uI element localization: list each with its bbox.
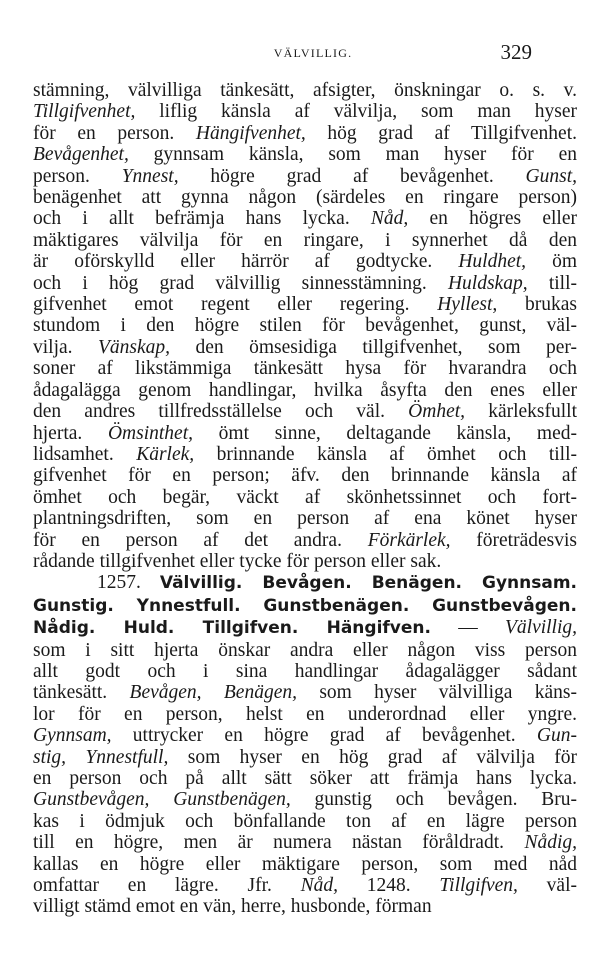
italic-term: Hyllest, (437, 294, 498, 316)
italic-term: Kärlek, (136, 443, 195, 465)
text-line (33, 896, 577, 917)
text-line (33, 401, 577, 422)
text-run: 1248. (338, 875, 440, 897)
text-run: soner af likstämmiga tänkesätt hysa för hvarandra och (33, 358, 577, 380)
italic-term: Nådig, (524, 832, 577, 854)
headword: Välvillig. Bevågen. Benägen. Gynnsam. (159, 573, 578, 594)
text-run: — (430, 617, 505, 639)
text-line (33, 551, 577, 572)
body-text (33, 80, 577, 918)
text-line (33, 725, 577, 746)
text-run: liflig känsla af välvilja, som man hyser (135, 101, 577, 123)
text-run: den ömsesidiga tillgifvenhet, som per- (170, 336, 577, 358)
italic-term: stig, Ynnestfull, (33, 746, 169, 768)
text-line (33, 854, 577, 875)
italic-term: Förkärlek, (367, 529, 451, 551)
text-run: omfattar en lägre. Jfr. (33, 875, 301, 897)
text-run: och i allt befrämja hans lycka. (33, 208, 371, 230)
text-line (33, 208, 577, 229)
text-run: högre grad af bevågenhet. (178, 165, 526, 187)
text-line (33, 444, 577, 465)
text-run: brinnande känsla af ömhet och till- (194, 443, 578, 465)
text-line (33, 337, 577, 358)
text-line (33, 508, 577, 529)
text-run: plantningsdriften, som en person af ena könet hyser (33, 508, 577, 530)
text-run: 1257. (97, 572, 160, 594)
text-line (33, 465, 577, 486)
text-line (33, 875, 577, 896)
text-line (33, 832, 577, 853)
text-run: som hyser en hög grad af välvilja för (168, 746, 577, 768)
text-run: stämning, välvilliga tänkesätt, afsigter, önskningar o. s. v. (33, 80, 577, 101)
text-line (33, 423, 577, 444)
text-run: ådagalägga genom handlingar, hvilka åsyfta den enes eller (33, 379, 577, 401)
text-run: person. (33, 165, 122, 187)
running-title: VÄLVILLIG. (273, 46, 353, 60)
text-run: uttrycker en högre grad af bevågenhet. (111, 725, 537, 747)
italic-term: Vänskap, (98, 336, 171, 358)
italic-term: Gun- (536, 725, 577, 747)
text-run: mäktigares välvilja för en ringare, i synnerhet då den (33, 229, 577, 251)
text-run: kas i ödmjuk och bönfallande ton af en lägre person (33, 810, 577, 832)
text-run: öm (526, 251, 577, 273)
text-run: gifvenhet emot regent eller regering. (33, 294, 438, 316)
text-line (33, 251, 577, 272)
text-run: företrädesvis (450, 529, 577, 551)
text-run: den andres tillfredsställelse och väl. (33, 401, 409, 423)
page-number: 329 (500, 40, 532, 64)
text-run: ömt sinne, deltagande känsla, med- (193, 422, 577, 444)
italic-term: Gynnsam, (33, 725, 112, 747)
text-line (33, 80, 577, 101)
text-run: väl- (517, 875, 577, 897)
italic-term: Tillgifven, (439, 875, 518, 897)
text-line (33, 811, 577, 832)
text-line (33, 595, 577, 617)
text-line (33, 144, 577, 165)
text-line (33, 789, 577, 810)
text-run: till- (527, 272, 577, 294)
headword: Gunstig. Ynnestfull. Gunstbenägen. Gunstbevågen. (33, 595, 577, 616)
text-line (33, 358, 577, 379)
text-line (33, 747, 577, 768)
italic-term: Nåd, (370, 208, 409, 230)
text-run: kallas en högre eller mäktigare person, som med nåd (33, 853, 577, 875)
text-line (33, 704, 577, 725)
text-run: gifvenhet för en person; äfv. den brinnande känsla af (33, 465, 577, 487)
text-run: en person och på allt sätt söker att främja hans lycka. (33, 768, 577, 789)
text-run: och i hög grad välvillig sinnesstämning. (33, 272, 448, 294)
text-line (33, 682, 577, 703)
italic-term: Bevågenhet, (33, 144, 129, 166)
italic-term: Ynnest, (121, 165, 179, 187)
text-run: en högres eller (408, 208, 577, 230)
text-line (33, 530, 577, 551)
text-line (33, 273, 577, 294)
text-run: kärleksfullt (465, 401, 577, 423)
text-line (33, 101, 577, 122)
text-line (33, 123, 577, 144)
running-head (0, 40, 616, 68)
italic-term: Huldhet, (458, 251, 527, 273)
text-line (33, 315, 577, 336)
text-run: lor för en person, helst en underordnad eller yngre. (33, 703, 577, 725)
italic-term: Välvillig, (504, 617, 578, 639)
italic-term: Ömsinthet, (107, 422, 193, 444)
text-run: gynnsam känsla, som man hyser för en (128, 144, 577, 166)
italic-term: Bevågen, Benägen, (129, 682, 297, 704)
headword: Nådig. Huld. Tillgifven. Hängifven. (33, 618, 431, 639)
text-run: som i sitt hjerta önskar andra eller någon viss person (33, 639, 577, 661)
text-run: som hyser välvilliga käns- (296, 682, 577, 704)
text-line (33, 294, 577, 315)
text-run: ömhet och begär, väckt af skönhetssinnet och fort- (33, 486, 577, 508)
text-run: tänkesätt. (33, 682, 130, 704)
text-line (33, 617, 577, 639)
text-line (33, 166, 577, 187)
text-line (33, 380, 577, 401)
text-line (33, 640, 577, 661)
text-run: stundom i den högre stilen för bevågenhet, gunst, väl- (33, 315, 577, 337)
text-run: är oförskylld eller härrör af godtycke. (33, 251, 459, 273)
italic-term: Nåd, (300, 875, 339, 897)
text-run: lidsamhet. (33, 443, 137, 465)
italic-term: Hängifvenhet, (195, 122, 306, 144)
text-line (33, 187, 577, 208)
italic-term: Gunst, (525, 165, 577, 187)
text-run: rådande tillgifvenhet eller tycke för person eller sak. (33, 550, 442, 572)
text-run: hög grad af Tillgifvenhet. (305, 122, 577, 144)
text-run: till en högre, men är numera nästan föråldradt. (33, 832, 525, 854)
text-line (33, 230, 577, 251)
text-line (33, 768, 577, 789)
text-line (33, 661, 577, 682)
italic-term: Tillgifvenhet, (33, 101, 136, 123)
text-run: för en person. (33, 122, 196, 144)
text-line (33, 572, 577, 594)
text-line (33, 487, 577, 508)
text-run: hjerta. (33, 422, 108, 444)
text-run: benägenhet att gynna någon (särdeles en ringare person) (33, 187, 577, 209)
text-run: brukas (497, 294, 577, 316)
italic-term: Gunstbevågen, Gunstbenägen, (33, 789, 291, 811)
text-run: gunstig och bevågen. Bru- (290, 789, 577, 811)
text-run: för en person af det andra. (33, 529, 368, 551)
text-run: vilja. (33, 336, 99, 358)
text-run: allt godt och i sina handlingar ådagalägger sådant (33, 660, 577, 682)
italic-term: Huldskap, (447, 272, 528, 294)
text-run: villigt stämd emot en vän, herre, husbonde, förman (33, 896, 432, 918)
italic-term: Ömhet, (408, 401, 466, 423)
